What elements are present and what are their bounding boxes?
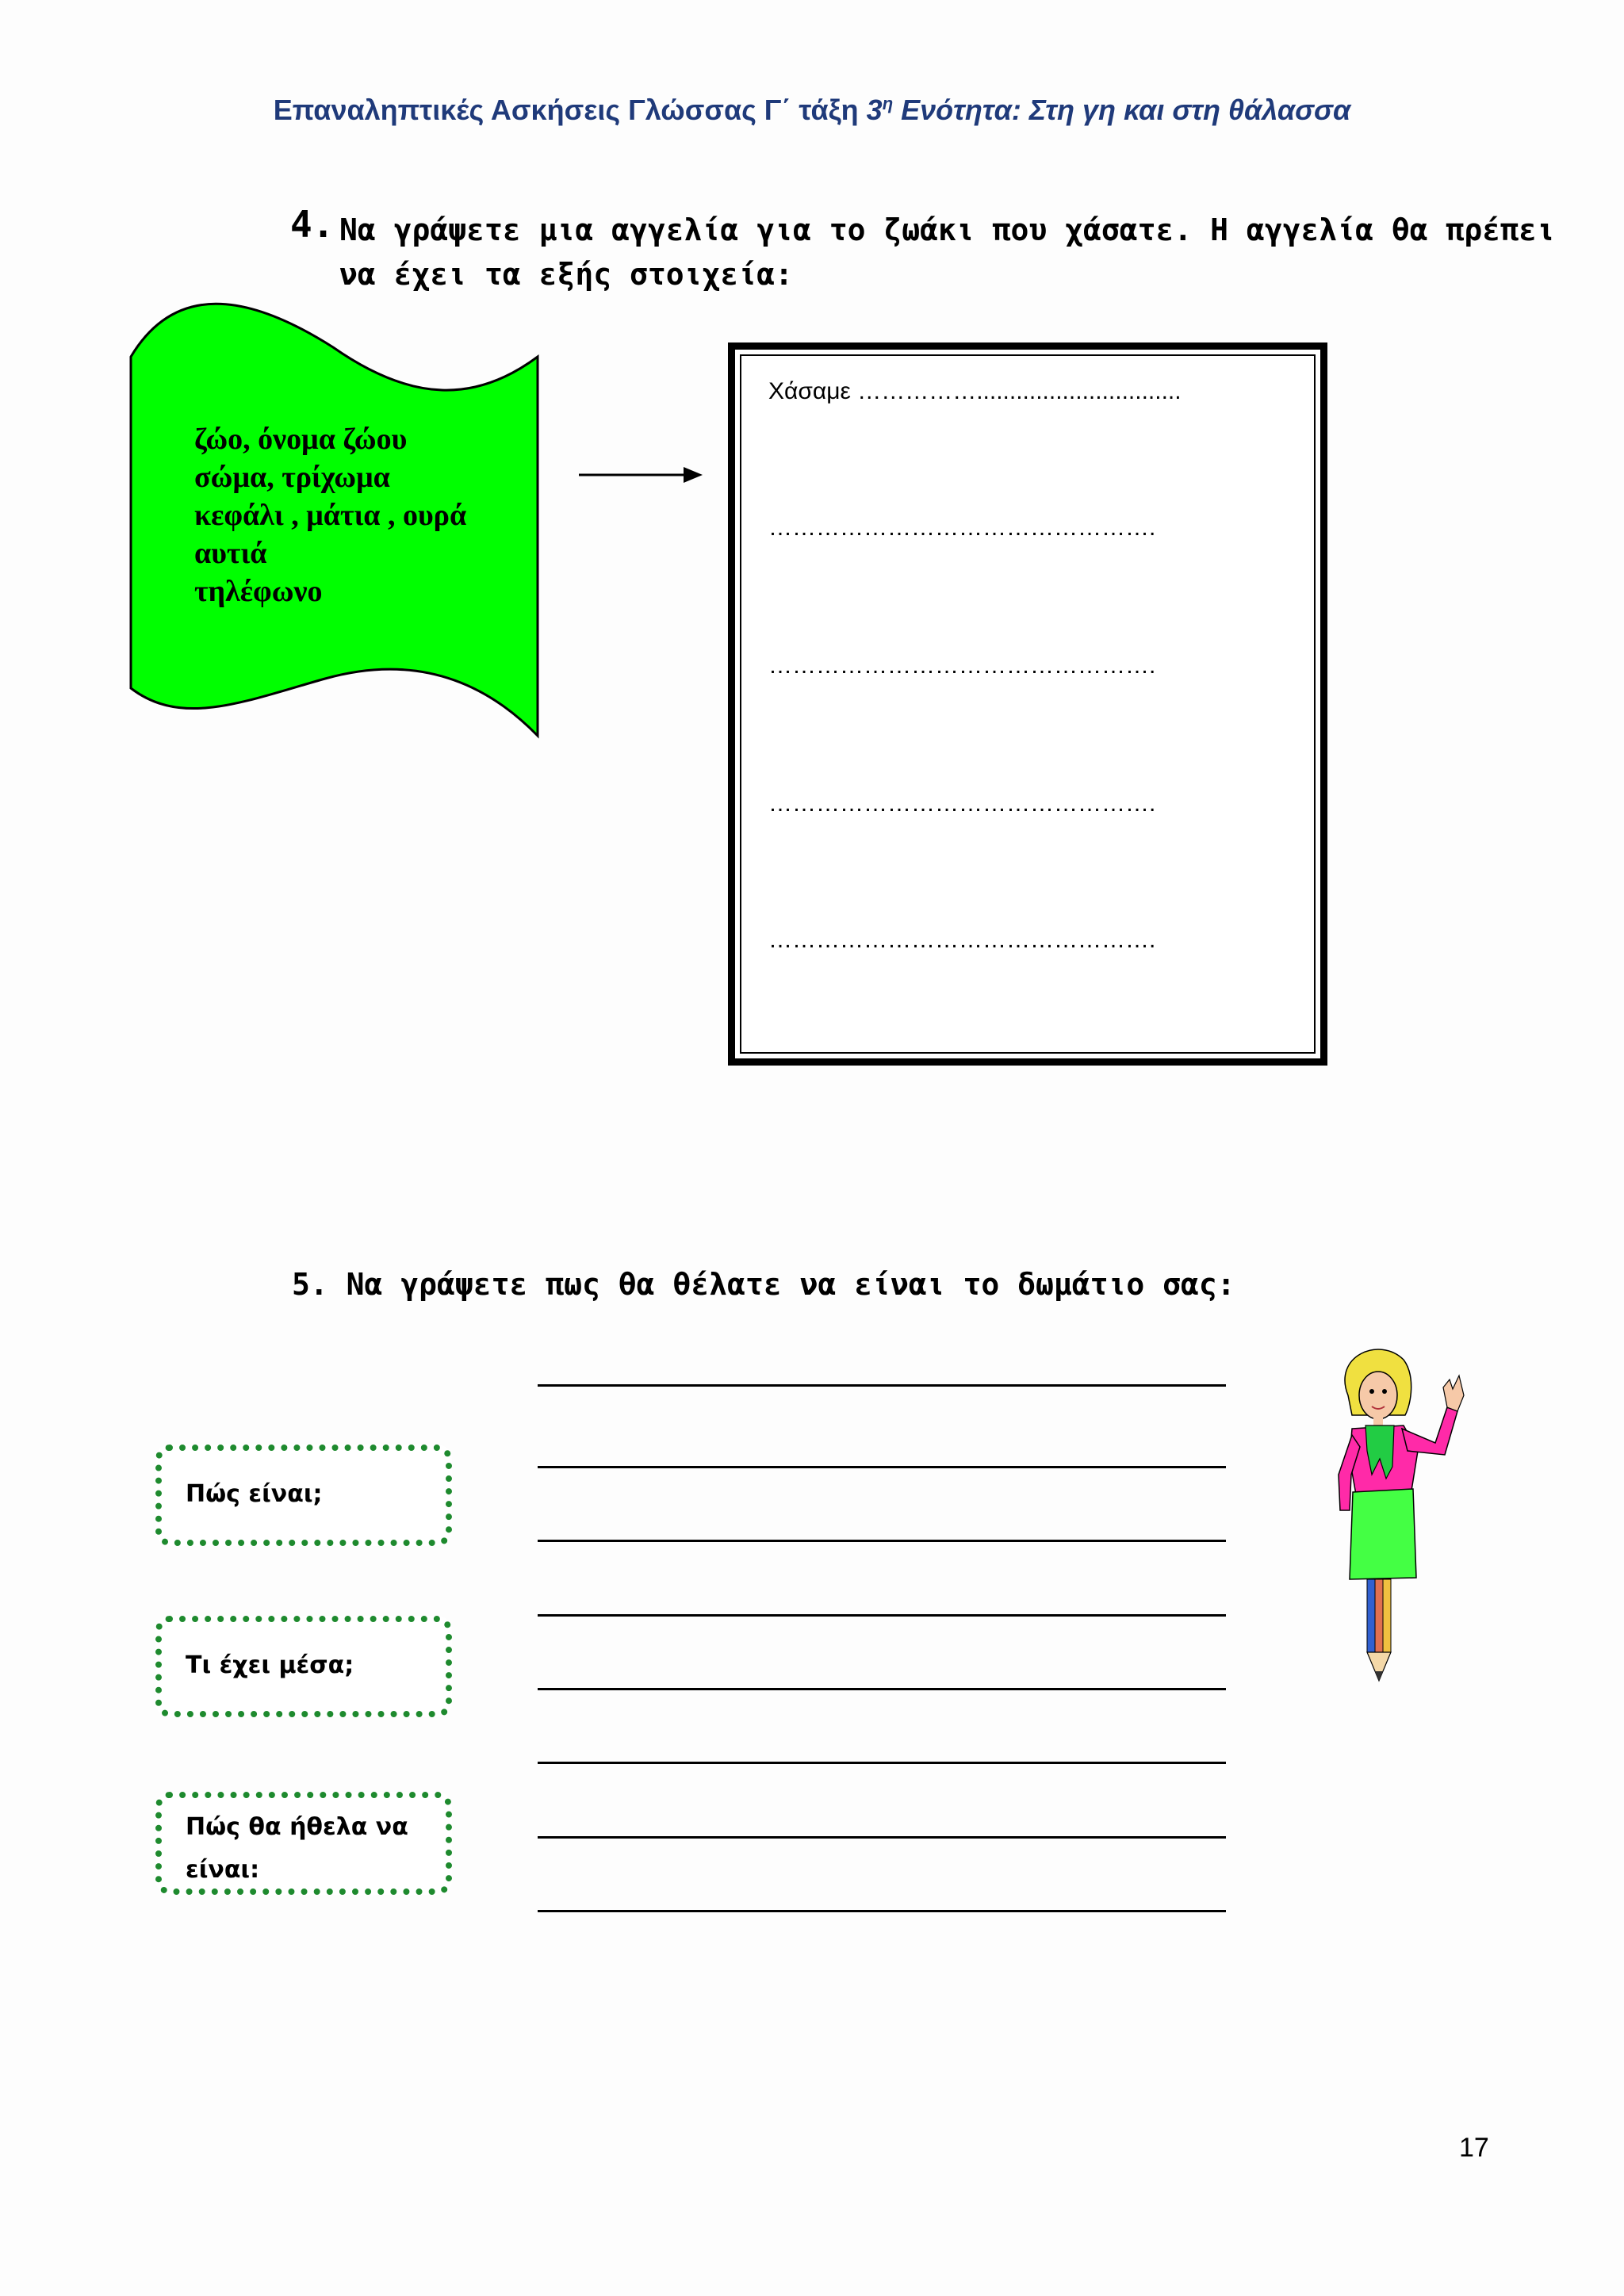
header-unit-title: Ενότητα: Στη γη και στη θάλασσα: [893, 94, 1351, 126]
banner-item: τηλέφωνο: [194, 575, 323, 608]
exercise4-instructions: [339, 208, 1555, 297]
writing-line[interactable]: [538, 1688, 1226, 1690]
banner-item: αυτιά: [194, 537, 267, 570]
ad-line[interactable]: ………………………………………….: [768, 790, 1156, 817]
prompt-label: Πώς θα ήθελα να είναι:: [186, 1813, 408, 1884]
exercise4-line1: Να γράψετε μια αγγελία για το ζωάκι που χάσατε. Η αγγελία θα πρέπει: [339, 212, 1555, 247]
banner-items: [194, 420, 466, 610]
prompt-box-how-would-like: [155, 1792, 452, 1895]
writing-line[interactable]: [538, 1540, 1226, 1542]
banner-item: ζώο, όνομα ζώου: [194, 423, 408, 456]
exercise5-instructions: 5. Να γράψετε πως θα θέλατε να είναι το δωμάτιο σας:: [292, 1267, 1235, 1302]
page-header: [0, 94, 1624, 127]
ad-line[interactable]: ………………………………………….: [768, 652, 1156, 679]
writing-line[interactable]: [538, 1466, 1226, 1468]
banner-item: σώμα, τρίχωμα: [194, 461, 390, 494]
exercise4-line2: να έχει τα εξής στοιχεία:: [339, 257, 793, 292]
prompt-label: Πώς είναι;: [186, 1480, 323, 1508]
writing-line[interactable]: [538, 1614, 1226, 1617]
ad-line[interactable]: ………………………………………….: [768, 515, 1156, 541]
writing-line[interactable]: [538, 1910, 1226, 1912]
right-arrow-icon: [577, 463, 704, 487]
banner-item: κεφάλι , μάτια , ουρά: [194, 499, 467, 532]
advertisement-box: [728, 342, 1327, 1066]
prompt-box-how-is-it: [155, 1445, 452, 1546]
header-prefix: Επαναληπτικές Ασκήσεις Γλώσσας Γ΄ τάξη: [273, 94, 867, 126]
writing-line[interactable]: [538, 1762, 1226, 1764]
ad-line-lost[interactable]: Χάσαμε ……………...............................: [768, 378, 1182, 404]
exercise4-number: 4.: [290, 203, 335, 246]
writing-line[interactable]: [538, 1836, 1226, 1839]
header-unit-sup: η: [882, 94, 894, 113]
pencil-girl-illustration: [1316, 1340, 1475, 1697]
ad-line[interactable]: ………………………………………….: [768, 927, 1156, 953]
page-number: 17: [1459, 2133, 1489, 2163]
prompt-label: Τι έχει μέσα;: [186, 1651, 354, 1679]
header-unit-number: 3: [866, 94, 883, 126]
writing-line[interactable]: [538, 1384, 1226, 1387]
prompt-box-what-inside: [155, 1616, 452, 1717]
